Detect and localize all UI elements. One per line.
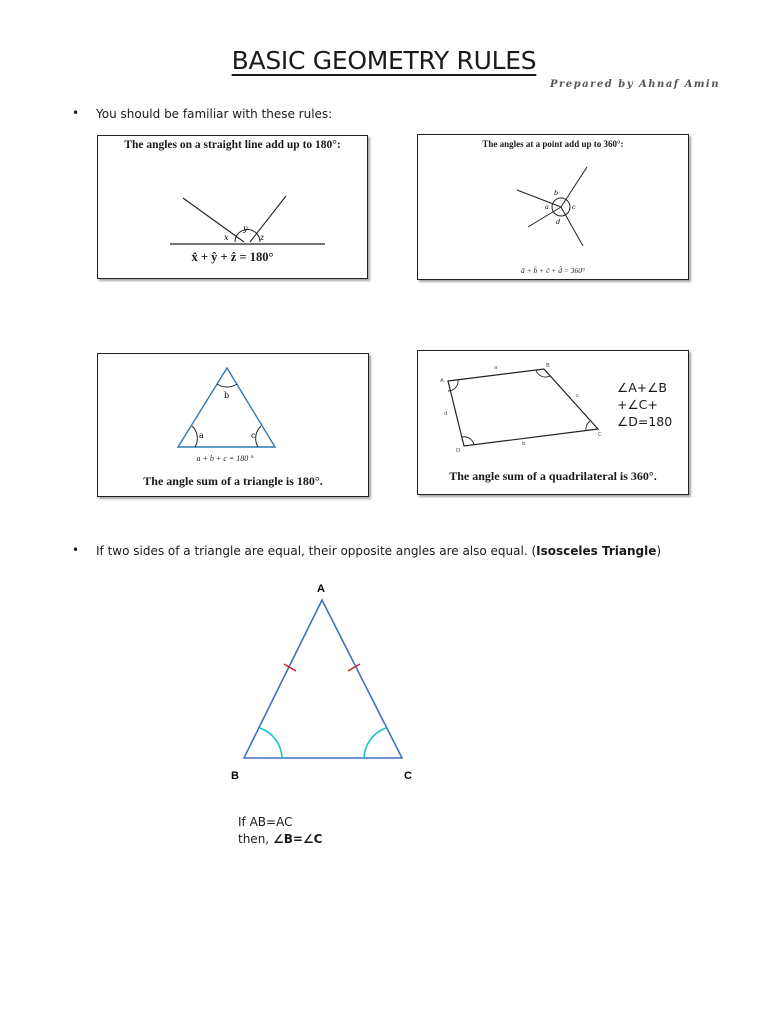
isosceles-rule-text: If two sides of a triangle are equal, their opposite angles are also equal. ( xyxy=(96,544,537,558)
quad-vertex-a: A xyxy=(440,378,444,384)
bullet-dot: • xyxy=(72,106,80,120)
quad-vertex-c: C xyxy=(598,432,602,438)
bullet-dot: • xyxy=(72,543,80,557)
straight-line-formula: x̂ + ŷ + ẑ = 180° xyxy=(191,250,274,264)
note-prefix: then, xyxy=(238,832,273,846)
point-angles-formula: â + b̂ + ĉ + d̂ = 360° xyxy=(520,266,586,275)
quad-rule-line-1: ∠A+∠B xyxy=(617,380,668,395)
angle-y-label: y xyxy=(243,224,248,233)
angle-d-label: d xyxy=(556,218,561,226)
quad-side-d: d xyxy=(444,411,448,417)
quad-side-b: b xyxy=(522,441,526,447)
angle-c-label: c xyxy=(572,203,576,211)
vertex-b-label: B xyxy=(231,770,239,782)
isosceles-note-line-1: If AB=AC xyxy=(238,815,293,829)
quad-side-a: a xyxy=(494,365,498,371)
isosceles-note-line-2 xyxy=(238,832,322,846)
vertex-a-label: A xyxy=(317,583,325,595)
triangle-formula: a + b + c = 180 ° xyxy=(196,454,254,463)
author-credit: Prepared by Ahnaf Amin xyxy=(550,79,720,90)
quadrilateral-caption: The angle sum of a quadrilateral is 360°. xyxy=(449,469,657,483)
note-math: ∠B=∠C xyxy=(272,832,323,846)
triangle-caption: The angle sum of a triangle is 180°. xyxy=(143,474,323,488)
straight-line-caption: The angles on a straight line add up to 180°: xyxy=(124,139,341,151)
quad-side-c: c xyxy=(576,393,580,399)
triangle-angle-c-label: c xyxy=(251,431,256,440)
angle-z-label: z xyxy=(260,233,265,242)
isosceles-term: Isosceles Triangle xyxy=(536,544,657,558)
angle-x-label: x xyxy=(224,233,229,242)
triangle-angle-a-label: a xyxy=(199,431,204,440)
point-angles-caption: The angles at a point add up to 360°: xyxy=(482,139,624,149)
quad-vertex-d: D xyxy=(456,448,461,454)
quad-rule-line-3: ∠D=180 xyxy=(617,414,673,429)
isosceles-rule-close: ) xyxy=(656,544,662,558)
quad-vertex-b: B xyxy=(546,363,550,369)
vertex-c-label: C xyxy=(404,770,412,782)
triangle-angle-b-label: b xyxy=(224,391,230,400)
quad-rule-line-2: +∠C+ xyxy=(617,397,658,412)
bullet-text-familiar: You should be familiar with these rules: xyxy=(96,107,333,121)
page-title: BASIC GEOMETRY RULES xyxy=(231,46,537,75)
angle-b-label: b xyxy=(554,189,559,197)
angle-a-label: a xyxy=(545,203,549,211)
